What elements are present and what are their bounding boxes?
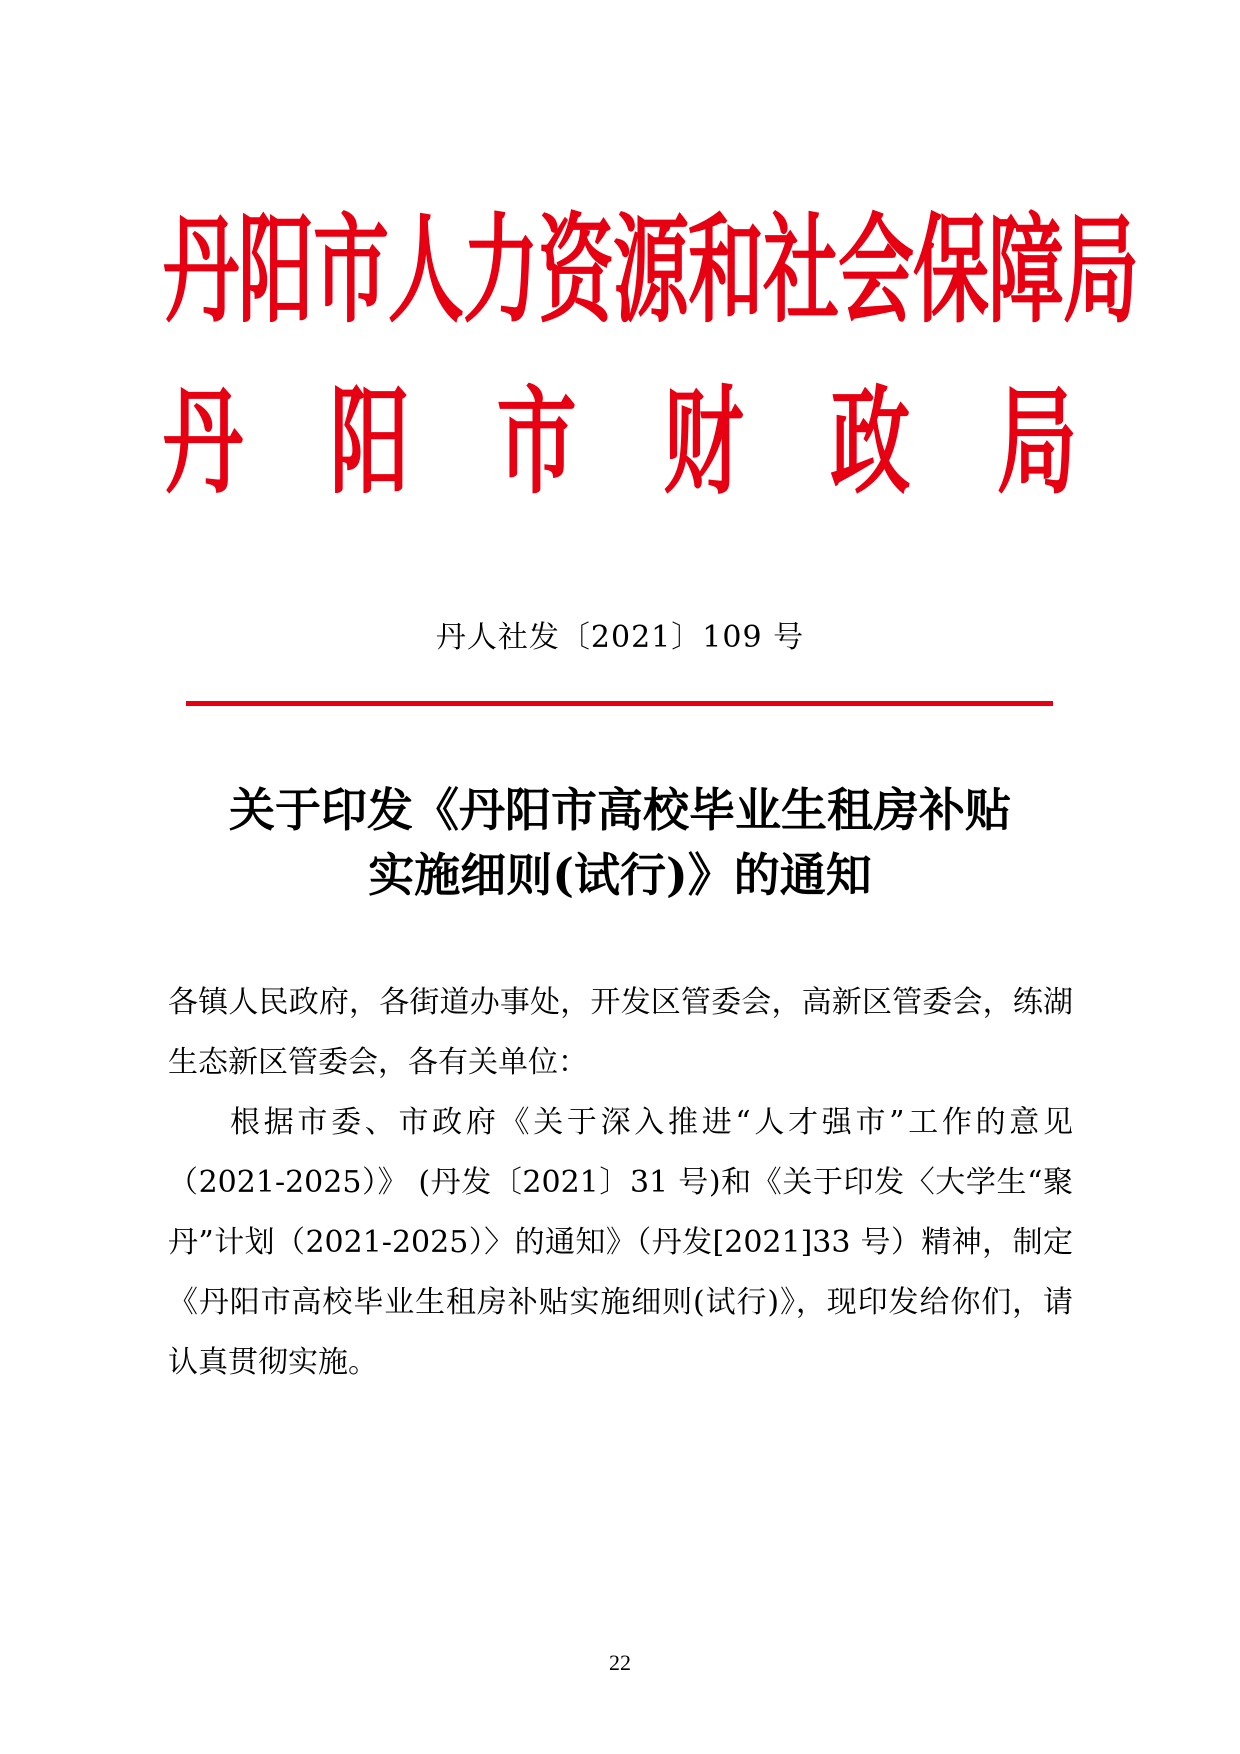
finance-char: 政 — [830, 374, 911, 510]
addressee-block: 各镇人民政府，各街道办事处，开发区管委会，高新区管委会，练湖生态新区管委会，各有关单位： — [168, 985, 1073, 1080]
finance-char: 局 — [996, 374, 1077, 510]
red-divider-line — [186, 701, 1053, 706]
finance-char: 阳 — [329, 374, 410, 510]
finance-char: 财 — [663, 374, 744, 510]
issuing-authority-finance — [163, 374, 1077, 510]
finance-char: 丹 — [163, 374, 243, 510]
page-number: 22 — [609, 1650, 631, 1675]
finance-char: 市 — [496, 374, 577, 510]
notice-title-line-2: 实施细则(试行)》的通知 — [368, 848, 872, 902]
document-number: 丹人社发〔2021〕109 号 — [435, 620, 805, 655]
notice-title-line-1: 关于印发《丹阳市高校毕业生租房补贴 — [229, 783, 1011, 837]
body-paragraph: 根据市委、市政府《关于深入推进“人才强市”工作的意见（2021-2025）》 (丹发〔2021〕31 号)和《关于印发〈大学生“聚丹”计划（2021-2025）〉的通知》（丹发[2021]33 号）精神，制定《丹阳市高校毕业生租房补贴实施细则(试行)》，现印发给你们，请认真贯彻实施。 — [168, 1105, 1073, 1380]
issuing-authority-hrss: 丹阳市人力资源和社会保障局 — [163, 201, 1138, 340]
